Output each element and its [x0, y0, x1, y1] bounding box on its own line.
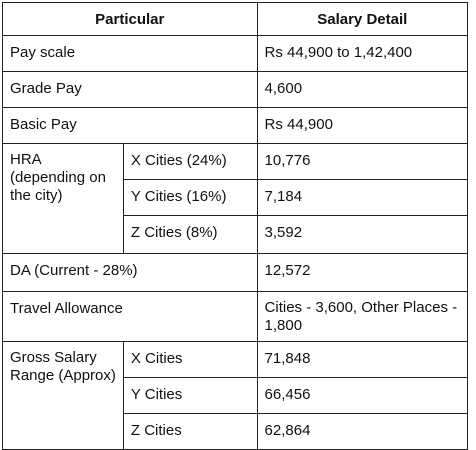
particular-header: Particular: [3, 3, 258, 36]
salary-table: [2, 2, 468, 450]
hra-city-value: 3,592: [257, 216, 467, 254]
gross-city-label: Y Cities: [123, 378, 257, 414]
table-row: [3, 254, 468, 292]
header-row: [3, 3, 468, 36]
hra-label: HRA (depending on the city): [3, 144, 124, 254]
pay-scale-value: Rs 44,900 to 1,42,400: [257, 36, 467, 72]
basic-pay-value: Rs 44,900: [257, 108, 467, 144]
travel-allowance-value: Cities - 3,600, Other Places - 1,800: [257, 292, 467, 342]
gross-city-value: 66,456: [257, 378, 467, 414]
grade-pay-label: Grade Pay: [3, 72, 258, 108]
gross-city-value: 62,864: [257, 414, 467, 450]
gross-city-label: Z Cities: [123, 414, 257, 450]
gross-city-value: 71,848: [257, 342, 467, 378]
basic-pay-label: Basic Pay: [3, 108, 258, 144]
gross-city-label: X Cities: [123, 342, 257, 378]
table-row: [3, 144, 468, 180]
salary-detail-header: Salary Detail: [257, 3, 467, 36]
table-row: [3, 292, 468, 342]
hra-city-label: Z Cities (8%): [123, 216, 257, 254]
grade-pay-value: 4,600: [257, 72, 467, 108]
hra-city-label: X Cities (24%): [123, 144, 257, 180]
hra-city-value: 10,776: [257, 144, 467, 180]
gross-salary-label: Gross Salary Range (Approx): [3, 342, 124, 450]
table-row: [3, 342, 468, 378]
da-label: DA (Current - 28%): [3, 254, 258, 292]
table-row: [3, 108, 468, 144]
hra-city-value: 7,184: [257, 180, 467, 216]
table-row: [3, 72, 468, 108]
da-value: 12,572: [257, 254, 467, 292]
pay-scale-label: Pay scale: [3, 36, 258, 72]
travel-allowance-label: Travel Allowance: [3, 292, 258, 342]
hra-city-label: Y Cities (16%): [123, 180, 257, 216]
table-row: [3, 36, 468, 72]
